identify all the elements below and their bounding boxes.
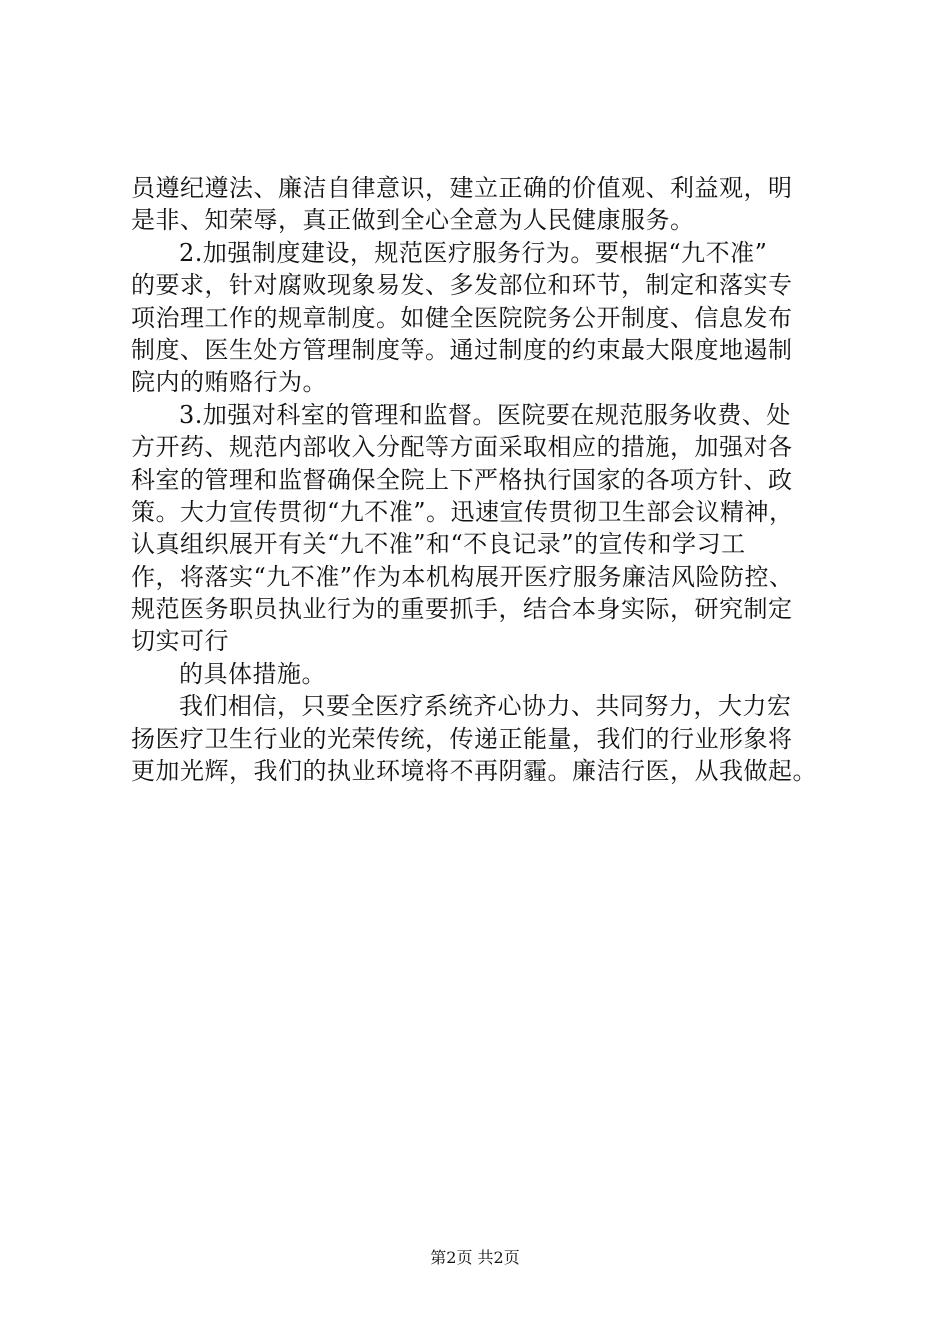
text-line: 规范医务职员执业行为的重要抓手，结合本身实际，研究制定 <box>131 595 793 624</box>
page-number-footer: 第2页 共2页 <box>430 1248 520 1267</box>
text-line: 制度、医生处方管理制度等。通过制度的约束最大限度地遏制 <box>131 335 793 364</box>
text-line: 项治理工作的规章制度。如健全医院院务公开制度、信息发布 <box>131 303 793 332</box>
text-line: 2.加强制度建设，规范医疗服务行为。要根据“九不准” <box>179 238 768 267</box>
text-line: 科室的管理和监督确保全院上下严格执行国家的各项方针、政 <box>131 465 793 494</box>
text-line: 切实可行 <box>131 627 229 656</box>
text-line: 作，将落实“九不准”作为本机构展开医疗服务廉洁风险防控、 <box>131 562 794 591</box>
text-line: 的具体措施。 <box>179 659 326 688</box>
text-line: 扬医疗卫生行业的光荣传统，传递正能量，我们的行业形象将 <box>131 724 793 753</box>
text-line: 更加光辉，我们的执业环境将不再阴霾。廉洁行医，从我做起。 <box>131 757 817 786</box>
text-line: 的要求，针对腐败现象易发、多发部位和环节，制定和落实专 <box>131 271 793 300</box>
text-line: 认真组织展开有关“九不准”和“不良记录”的宣传和学习工 <box>131 530 746 559</box>
text-line: 我们相信，只要全医疗系统齐心协力、共同努力，大力宏 <box>179 692 792 721</box>
text-line: 策。大力宣传贯彻“九不准”。迅速宣传贯彻卫生部会议精神， <box>131 497 794 526</box>
text-line: 方开药、规范内部收入分配等方面采取相应的措施，加强对各 <box>131 433 793 462</box>
document-body <box>131 172 831 787</box>
text-line: 员遵纪遵法、廉洁自律意识，建立正确的价值观、利益观，明 <box>131 174 793 202</box>
text-line: 3.加强对科室的管理和监督。医院要在规范服务收费、处 <box>179 400 791 429</box>
text-line: 院内的贿赂行为。 <box>131 368 327 397</box>
text-line: 是非、知荣辱，真正做到全心全意为人民健康服务。 <box>131 206 695 235</box>
